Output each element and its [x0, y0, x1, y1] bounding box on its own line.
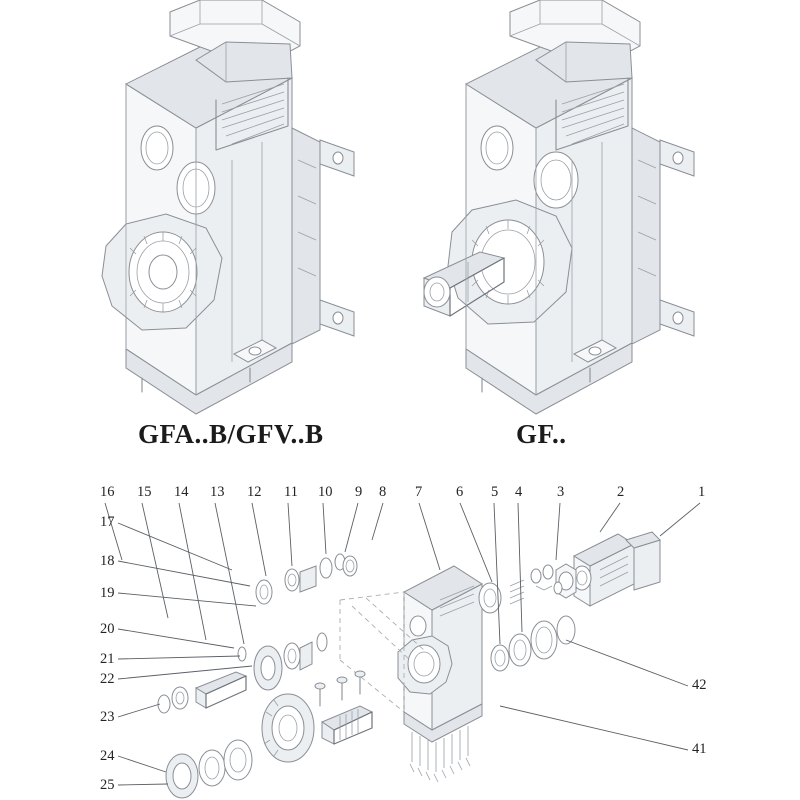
callout-17: 17 [100, 514, 115, 530]
callout-9: 9 [355, 484, 363, 500]
callout-4: 4 [515, 484, 523, 500]
exploded-housing [398, 566, 482, 782]
exploded-assembly-view [105, 503, 700, 798]
callout-18: 18 [100, 553, 115, 569]
callout-22: 22 [100, 671, 115, 687]
exploded-motor-adapter [556, 532, 660, 606]
callout-7: 7 [415, 484, 423, 500]
callout-42: 42 [692, 677, 707, 693]
model-caption-left: GFA..B/GFV..B [138, 419, 324, 449]
exploded-parts-left [158, 554, 372, 798]
gear-unit-right-isometric-with-shaft [424, 0, 694, 414]
callout-19: 19 [100, 585, 115, 601]
callout-2: 2 [617, 484, 625, 500]
callout-3: 3 [557, 484, 565, 500]
callout-23: 23 [100, 709, 115, 725]
model-caption-right: GF.. [516, 419, 567, 449]
callout-20: 20 [100, 621, 115, 637]
callout-12: 12 [247, 484, 262, 500]
callout-5: 5 [491, 484, 499, 500]
callout-14: 14 [174, 484, 189, 500]
callout-21: 21 [100, 651, 115, 667]
callout-11: 11 [284, 484, 298, 500]
callout-6: 6 [456, 484, 464, 500]
callout-24: 24 [100, 748, 115, 764]
callout-16: 16 [100, 484, 115, 500]
callout-13: 13 [210, 484, 225, 500]
callout-10: 10 [318, 484, 333, 500]
callout-8: 8 [379, 484, 387, 500]
callout-15: 15 [137, 484, 152, 500]
callout-1: 1 [698, 484, 706, 500]
gear-unit-left-isometric [102, 0, 354, 414]
callout-25: 25 [100, 777, 115, 793]
callout-41: 41 [692, 741, 707, 757]
